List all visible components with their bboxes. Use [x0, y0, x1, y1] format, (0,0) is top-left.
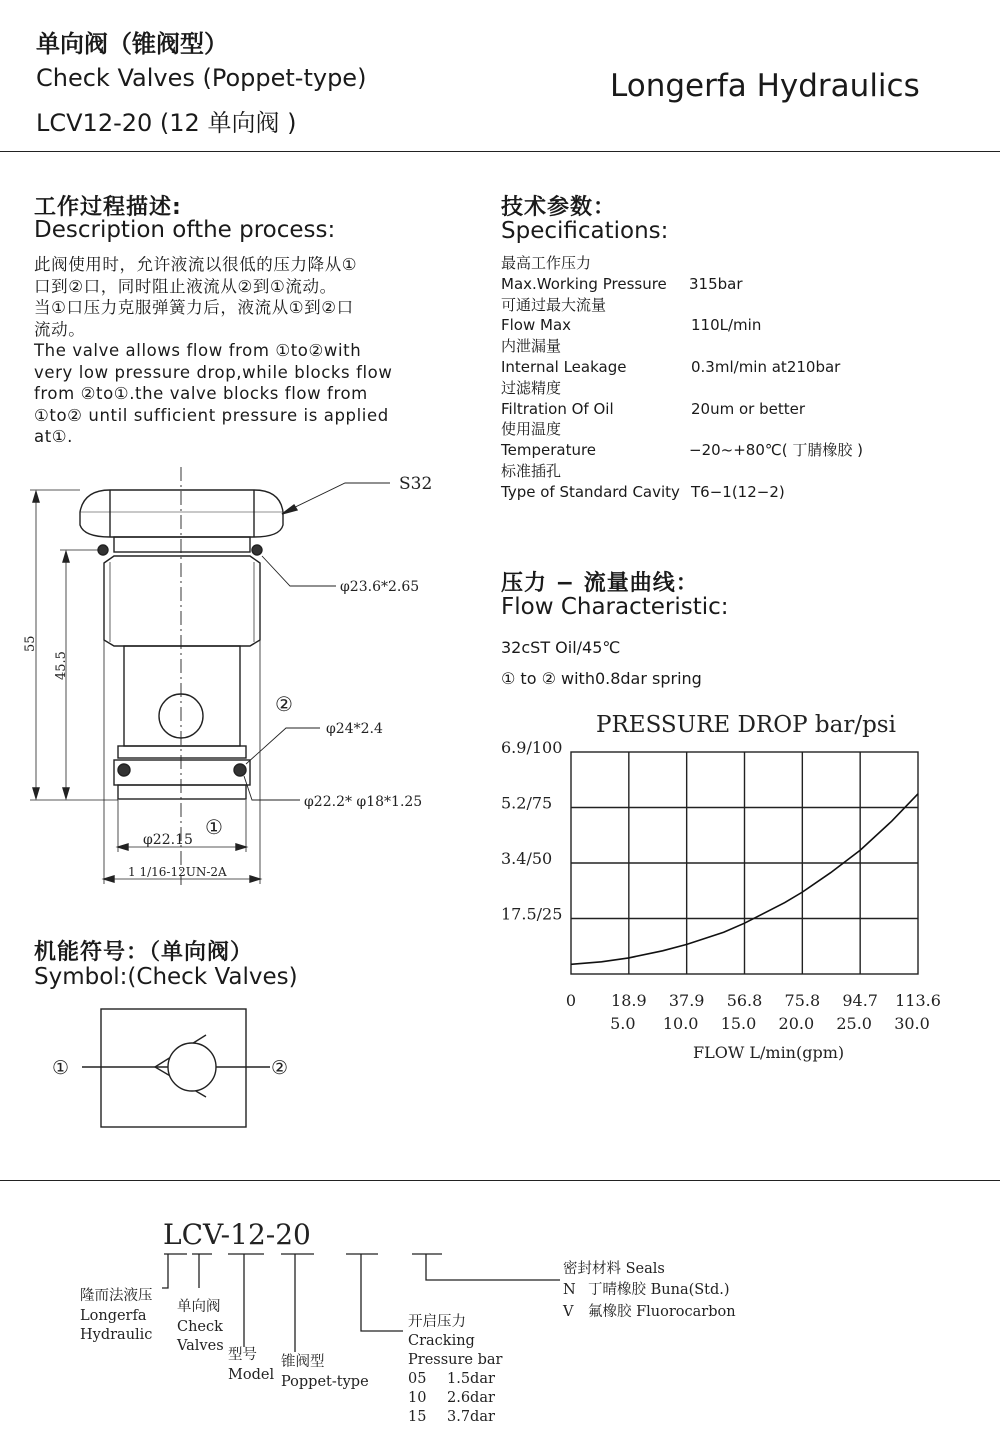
chart-x-tick-label-gpm: 25.0 [836, 1014, 872, 1033]
chart-x-tick-label: 113.6 [895, 991, 941, 1010]
dim-length-total: 55 [23, 635, 38, 652]
cracking-option-value: 3.7dar [447, 1409, 495, 1425]
dim-length-body: 45.5 [54, 651, 69, 680]
dim-seal-bottom: φ22.2* φ18*1.25 [304, 794, 423, 810]
process-line: 此阀使用时，允许液流以很低的压力降从① [34, 255, 358, 274]
title-cn: 单向阀（锥阀型） [36, 30, 228, 58]
chart-x-tick-label-gpm: 30.0 [894, 1014, 930, 1033]
order-brand-en1: Longerfa [80, 1308, 147, 1324]
chart-y-tick-label: 17.5/25 [501, 904, 563, 924]
spec-label-en: Flow Max [501, 316, 572, 335]
dim-thread: 1 1/16-12UN-2A [128, 865, 227, 879]
spec-label-cn: 可通过最大流量 [501, 295, 607, 314]
chart-x-tick-label: 18.9 [611, 991, 647, 1010]
seal-ring-top-right [252, 545, 262, 555]
spec-value: T6−1(12−2) [691, 482, 785, 501]
dim-inner-diameter: φ22.15 [143, 832, 193, 848]
spec-heading-cn: 技术参数： [501, 195, 617, 220]
chart-y-tick-label: 5.2/75 [501, 793, 553, 813]
port-2-label: ② [275, 692, 293, 716]
symbol-heading-cn: 机能符号：（单向阀） [34, 940, 254, 965]
spec-value: 110L/min [691, 316, 762, 335]
spec-label-en: Temperature [501, 441, 597, 460]
hex-head [80, 490, 283, 537]
order-model-cn: 型号 [228, 1347, 257, 1363]
process-line: 当①口压力克服弹簧力后，液流从①到②口 [34, 298, 354, 317]
order-poppet-cn: 锥阀型 [281, 1354, 325, 1370]
process-line: 流动。 [34, 319, 86, 339]
spec-label-cn: 最高工作压力 [501, 254, 592, 272]
spec-heading-en: Specifications: [501, 218, 669, 244]
order-brand-en2: Hydraulic [80, 1327, 153, 1343]
flow-heading-en: Flow Characteristic: [501, 594, 729, 620]
chart-x-tick-label-gpm: 10.0 [662, 1014, 699, 1033]
process-heading-en: Description ofthe process: [34, 217, 336, 243]
spec-value: −20~+80℃( 丁腈橡胶 ) [689, 441, 863, 460]
process-line: at①. [34, 427, 74, 446]
spec-label-en: Type of Standard Cavity [501, 482, 680, 501]
process-line: ①to② until sufficient pressure is applied [34, 405, 389, 425]
spec-label-cn: 标准插孔 [501, 461, 562, 480]
valve-body [124, 646, 240, 746]
chart-x-tick-label: 0 [565, 991, 577, 1010]
process-heading-cn: 工作过程描述: [34, 195, 182, 220]
process-line: 口到②口，同时阻止液流从②到①流动。 [34, 276, 337, 296]
cracking-option-value: 2.6dar [447, 1390, 495, 1406]
cracking-option-code: 10 [408, 1390, 427, 1406]
order-cracking-en1: Cracking [408, 1333, 475, 1349]
order-code: LCV-12-20 [163, 1218, 311, 1251]
dim-seal-top: φ23.6*2.65 [340, 579, 420, 595]
symbol-ball [168, 1043, 216, 1091]
process-description [34, 254, 392, 448]
spec-label-en: Max.Working Pressure [501, 274, 667, 293]
chart-x-tick-label-gpm: 15.0 [720, 1014, 757, 1033]
brand-name: Longerfa Hydraulics [610, 68, 920, 104]
model-line: LCV12-20 (12 单向阀 ) [36, 109, 297, 137]
process-line: from ②to①.the valve blocks flow from [34, 384, 368, 403]
chart-frame [571, 752, 918, 974]
chart-x-tick-label: 56.8 [726, 991, 763, 1010]
chart-x-tick-label: 94.7 [842, 991, 878, 1010]
order-seals-title: 密封材料 Seals [563, 1261, 665, 1277]
order-brand-cn: 隆而法液压 [80, 1288, 153, 1304]
symbol-port-1: ① [52, 1057, 70, 1079]
footer-rule [0, 1180, 1000, 1181]
dim-s32: S32 [399, 474, 433, 494]
spec-table [501, 253, 863, 503]
symbol-heading-en: Symbol:(Check Valves) [34, 964, 298, 990]
side-port [159, 694, 203, 738]
spring-note: ① to ② with0.8dar spring [501, 669, 702, 688]
spec-label-en: Internal Leakage [501, 357, 627, 376]
pressure-drop-curve [571, 794, 918, 965]
seal-option-value: 氟橡胶 Fluorocarbon [588, 1304, 736, 1320]
thread-section [104, 556, 260, 646]
symbol-port-2: ② [271, 1057, 289, 1079]
port-1-label: ① [205, 815, 223, 839]
order-poppet-en: Poppet-type [281, 1374, 369, 1390]
cracking-option-code: 15 [408, 1409, 427, 1425]
chart-y-tick-label: 6.9/100 [501, 738, 563, 757]
chart-x-tick-label: 37.9 [668, 991, 705, 1010]
dim-seal-mid: φ24*2.4 [326, 721, 383, 737]
order-type-en2: Valves [177, 1338, 224, 1354]
spec-value: 20um or better [691, 399, 805, 418]
chart-x-tick-label: 75.8 [784, 991, 821, 1010]
seal-ring-top-left [98, 545, 108, 555]
order-type-cn: 单向阀 [177, 1299, 221, 1315]
seal-ring-bottom-left [118, 764, 130, 776]
header-rule [0, 151, 1000, 152]
seal-option-value: 丁晴橡胶 Buna(Std.) [588, 1282, 730, 1298]
order-type-en1: Check [177, 1319, 223, 1335]
order-cracking-en2: Pressure bar [408, 1352, 503, 1368]
spec-label-cn: 内泄漏量 [501, 337, 562, 356]
cracking-option-value: 1.5dar [447, 1371, 495, 1387]
seal-option-code: N [563, 1282, 576, 1298]
title-en: Check Valves (Poppet-type) [36, 64, 367, 92]
chart-x-tick-label-gpm: 20.0 [778, 1014, 815, 1033]
oil-note: 32cST Oil/45℃ [501, 638, 621, 657]
spec-label-en: Filtration Of Oil [501, 399, 614, 418]
chart-x-tick-label-gpm: 5.0 [610, 1014, 636, 1033]
order-model-en: Model [228, 1367, 275, 1383]
process-line: The valve allows flow from ①to②with [34, 341, 362, 360]
spec-label-cn: 过滤精度 [501, 378, 562, 397]
flow-heading-cn: 压力 − 流量曲线： [501, 571, 699, 596]
chart-xlabel: FLOW L/min(gpm) [693, 1043, 845, 1062]
spec-label-cn: 使用温度 [501, 420, 562, 439]
spec-value: 315bar [689, 274, 743, 293]
process-line: very low pressure drop,while blocks flow [34, 362, 393, 382]
chart-y-tick-label: 3.4/50 [501, 849, 553, 868]
spec-value: 0.3ml/min at210bar [691, 357, 841, 376]
seal-ring-bottom-right [234, 764, 246, 776]
symbol-seat [155, 1035, 206, 1097]
seal-option-code: V [563, 1304, 574, 1320]
chart-title: PRESSURE DROP bar/psi [596, 712, 896, 738]
order-cracking-cn: 开启压力 [408, 1314, 466, 1330]
symbol-box [101, 1009, 246, 1127]
cracking-option-code: 05 [408, 1371, 427, 1387]
